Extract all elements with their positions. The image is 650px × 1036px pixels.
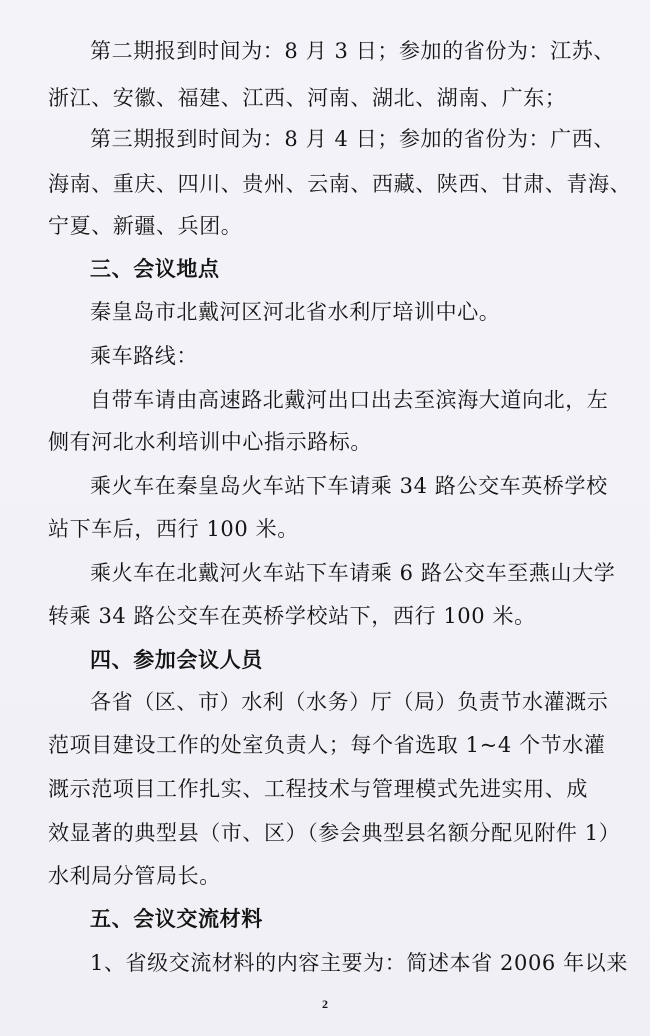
text-line: 站下车后，西行 100 米。	[48, 517, 299, 541]
text-line: 各省（区、市）水利（水务）厅（局）负责节水灌溉示	[90, 690, 609, 714]
text-line: 范项目建设工作的处室负责人；每个省选取 1~4 个节水灌	[48, 733, 606, 757]
text-line: 第二期报到时间为：8 月 3 日；参加的省份为：江苏、	[90, 39, 615, 63]
text-line: 自带车请由高速路北戴河出口出去至滨海大道向北，左	[90, 388, 609, 412]
text-line: 乘车路线：	[90, 344, 198, 368]
text-line: 第三期报到时间为：8 月 4 日；参加的省份为：广西、	[90, 127, 615, 151]
text-line: 效显著的典型县（市、区）（参会典型县名额分配见附件 1）	[48, 821, 621, 845]
page-number: 2	[322, 997, 328, 1011]
text-line: 海南、重庆、四川、贵州、云南、西藏、陕西、甘肃、青海、	[48, 172, 632, 196]
text-line: 水利局分管局长。	[48, 864, 221, 888]
text-line: 宁夏、新疆、兵团。	[48, 214, 243, 238]
section-heading-attendees: 四、参加会议人员	[90, 647, 263, 672]
text-line: 侧有河北水利培训中心指示路标。	[48, 430, 372, 454]
text-line: 1、省级交流材料的内容主要为：简述本省 2006 年以来	[90, 951, 628, 975]
text-line: 乘火车在北戴河火车站下车请乘 6 路公交车至燕山大学	[90, 561, 616, 585]
text-line: 浙江、安徽、福建、江西、河南、湖北、湖南、广东；	[48, 86, 567, 110]
section-heading-venue: 三、会议地点	[90, 256, 220, 281]
text-line: 乘火车在秦皇岛火车站下车请乘 34 路公交车英桥学校	[90, 474, 608, 498]
text-line: 溉示范项目工作扎实、工程技术与管理模式先进实用、成	[48, 777, 588, 801]
text-line: 转乘 34 路公交车在英桥学校站下，西行 100 米。	[48, 604, 536, 628]
section-heading-materials: 五、会议交流材料	[90, 906, 263, 931]
text-line: 秦皇岛市北戴河区河北省水利厅培训中心。	[90, 300, 501, 324]
